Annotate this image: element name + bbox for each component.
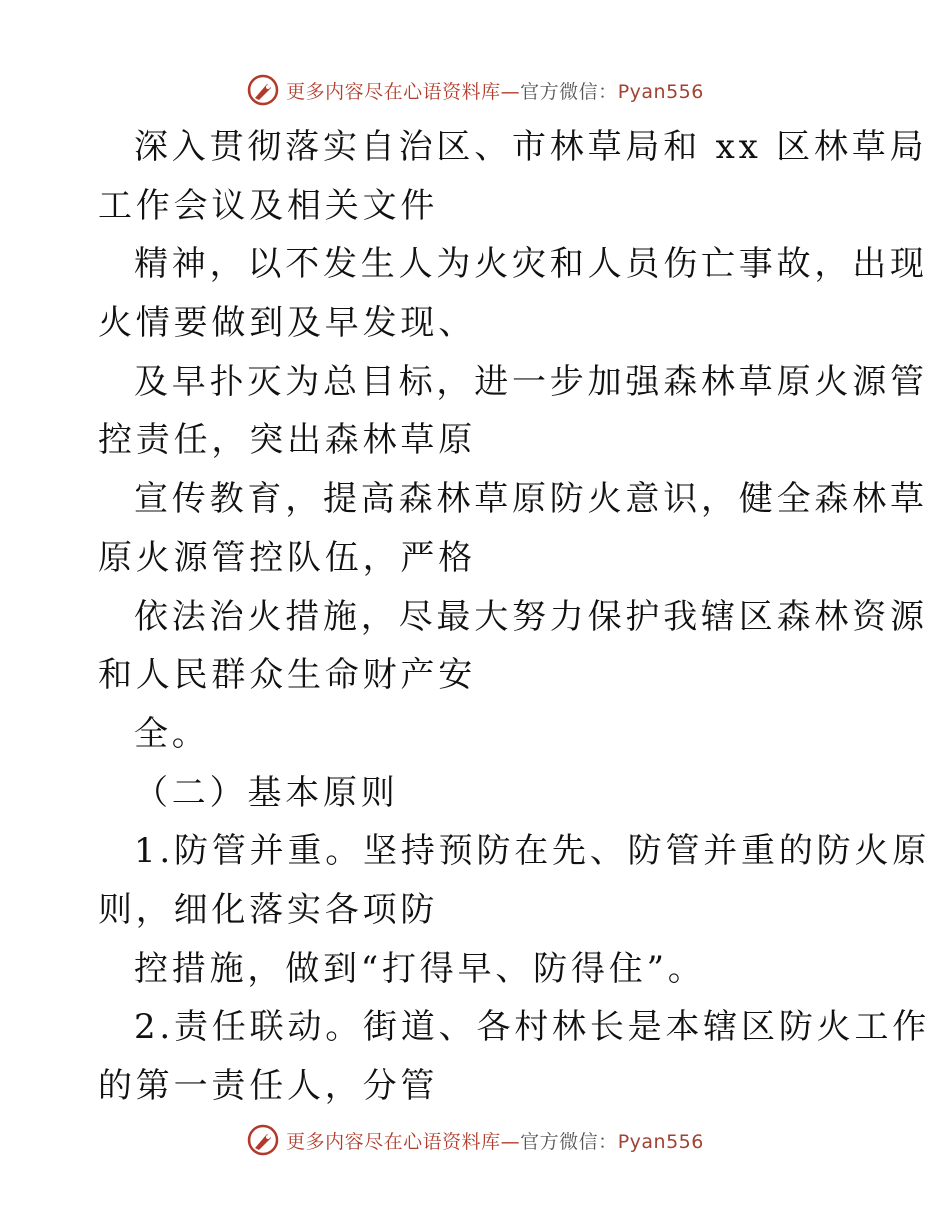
banner-wechat-id: Pyan556 <box>617 1130 704 1153</box>
footer-banner <box>0 1120 950 1160</box>
body-line: 全。 <box>134 713 210 754</box>
body-line: 及早扑灭为总目标，进一步加强森林草原火源管 <box>134 361 928 402</box>
banner-wechat-label: 官方微信： <box>520 80 618 103</box>
pen-nib-circle-icon <box>246 1123 280 1157</box>
document-body <box>98 118 931 1116</box>
banner-slogan: 更多内容尽在心语资料库— <box>286 80 521 103</box>
body-line: 精神，以不发生人为火灾和人员伤亡事故，出现 <box>134 244 928 285</box>
banner-text <box>286 77 704 104</box>
banner-text <box>286 1127 704 1154</box>
pen-nib-circle-icon <box>246 73 280 107</box>
body-line: 原火源管控队伍，严格 <box>98 537 476 578</box>
body-line: 工作会议及相关文件 <box>98 185 439 226</box>
body-line: 依法治火措施，尽最大努力保护我辖区森林资源 <box>134 596 928 637</box>
section-heading: （二）基本原则 <box>134 772 399 813</box>
body-line: 控措施，做到“打得早、防得住”。 <box>134 948 706 989</box>
body-line: 1.防管并重。坚持预防在先、防管并重的防火原 <box>134 831 931 872</box>
body-line: 2.责任联动。街道、各村林长是本辖区防火工作 <box>134 1007 931 1048</box>
body-line: 和人民群众生命财产安 <box>98 655 476 696</box>
body-line: 控责任，突出森林草原 <box>98 420 476 461</box>
body-line: 则，细化落实各项防 <box>98 889 439 930</box>
banner-wechat-label: 官方微信： <box>520 1130 618 1153</box>
body-line: 深入贯彻落实自治区、市林草局和 xx 区林草局 <box>134 127 928 167</box>
body-line: 宣传教育，提高森林草原防火意识，健全森林草 <box>134 479 928 520</box>
body-line: 的第一责任人，分管 <box>98 1066 439 1106</box>
body-line: 火情要做到及早发现、 <box>98 303 476 344</box>
header-banner <box>0 70 950 110</box>
banner-wechat-id: Pyan556 <box>617 80 704 103</box>
banner-slogan: 更多内容尽在心语资料库— <box>286 1130 521 1153</box>
